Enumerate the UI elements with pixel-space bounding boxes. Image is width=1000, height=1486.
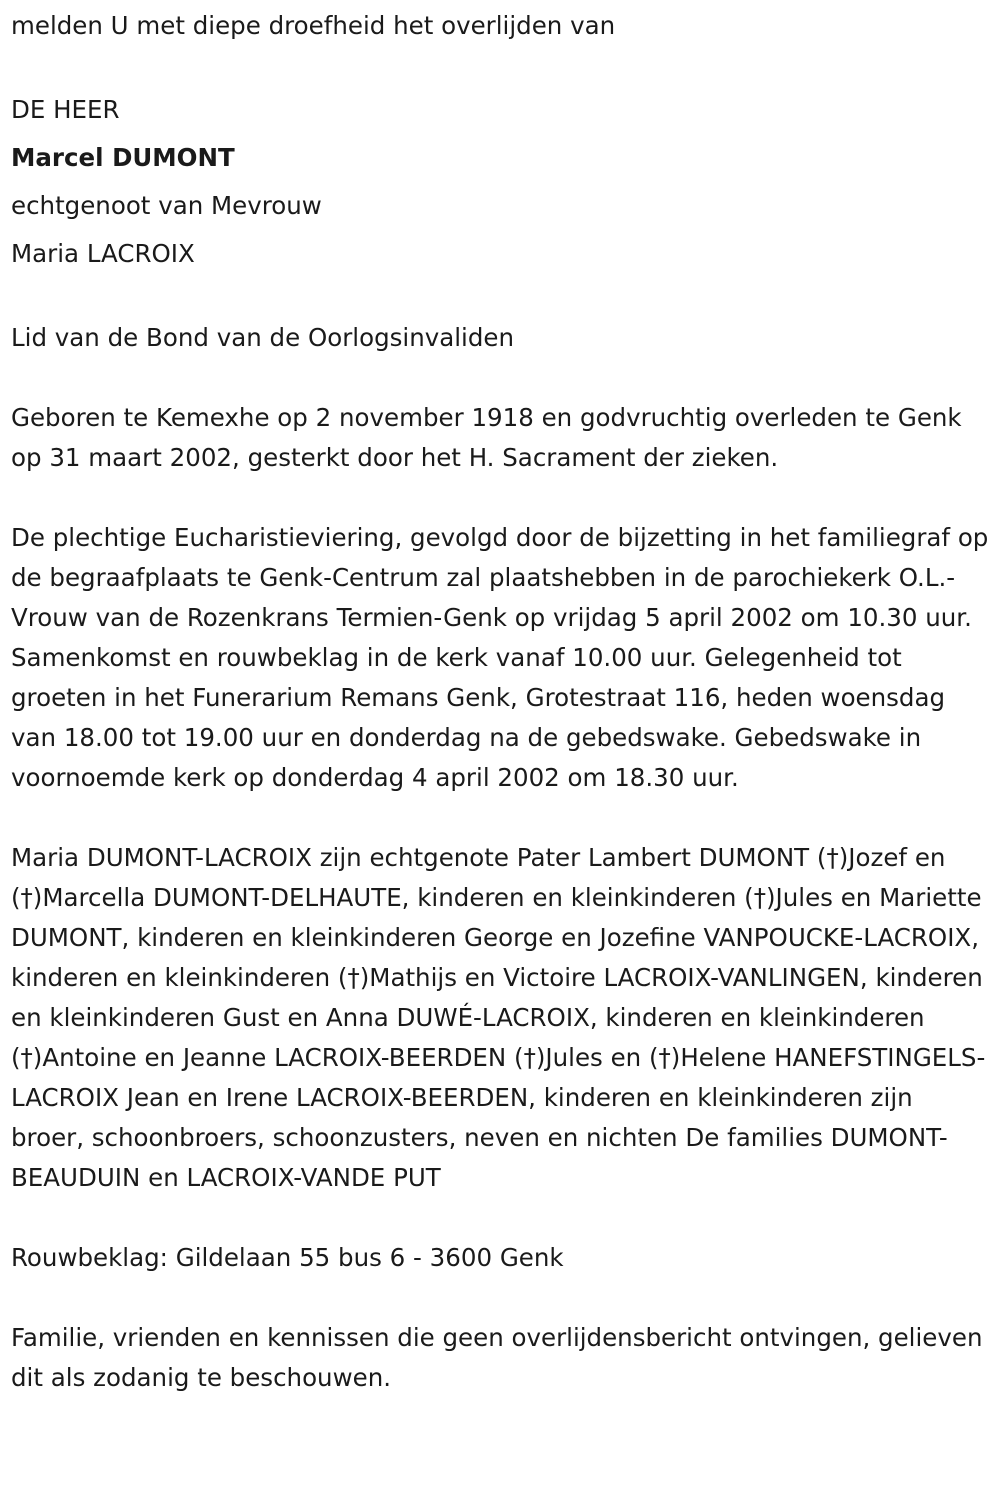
- deceased-name: Marcel DUMONT: [11, 143, 235, 172]
- condolence-address: Rouwbeklag: Gildelaan 55 bus 6 - 3600 Genk: [11, 1243, 564, 1272]
- birth-death-paragraph: Geboren te Kemexhe op 2 november 1918 en godvruchtig overleden te Genk op 31 maart 2002, gesterkt door het H. Sacrament der zieken.: [11, 403, 962, 472]
- ceremony-paragraph: De plechtige Eucharistieviering, gevolgd door de bijzetting in het familiegraf op de begraafplaats te Genk-Centrum zal plaatshebben in de parochiekerk O.L.- Vrouw van de Rozenkrans Termien-Genk op vrijdag 5 april 2002 om 10.30 uur. Samenkomst en rouwbeklag in de kerk vanaf 10.00 uur. Gelegenheid tot groeten in het Funerarium Remans Genk, Grotestraat 116, heden woensdag van 18.00 tot 19.00 uur en donderdag na de gebedswake. Gebedswake in voornoemde kerk op donderdag 4 april 2002 om 18.30 uur.: [11, 523, 989, 792]
- title-text: DE HEER: [11, 95, 120, 124]
- family-paragraph: Maria DUMONT-LACROIX zijn echtgenote Pater Lambert DUMONT (†)Jozef en (†)Marcella DUMONT-DELHAUTE, kinderen en kleinkinderen (†)Jules en Mariette DUMONT, kinderen en kleinkinderen George en Jozefine VANPOUCKE-LACROIX, kinderen en kleinkinderen (†)Mathijs en Victoire LACROIX-VANLINGEN, kinderen en kleinkinderen Gust en Anna DUWÉ-LACROIX, kinderen en kleinkinderen (†)Antoine en Jeanne LACROIX-BEERDEN (†)Jules en (†)Helene HANEFSTINGELS-LACROIX Jean en Irene LACROIX-BEERDEN, kinderen en kleinkinderen zijn broer, schoonbroers, schoonzusters, neven en nichten De families DUMONT-BEAUDUIN en LACROIX-VANDE PUT: [11, 843, 986, 1192]
- deceased-header: [11, 86, 990, 278]
- intro-text: melden U met diepe droefheid het overlijden van: [11, 11, 616, 40]
- closing-paragraph: Familie, vrienden en kennissen die geen overlijdensbericht ontvingen, gelieven dit als zodanig te beschouwen.: [11, 1323, 983, 1392]
- spouse-line-1: echtgenoot van Mevrouw: [11, 191, 322, 220]
- membership-text: Lid van de Bond van de Oorlogsinvaliden: [11, 323, 515, 352]
- spouse-line-2: Maria LACROIX: [11, 239, 195, 268]
